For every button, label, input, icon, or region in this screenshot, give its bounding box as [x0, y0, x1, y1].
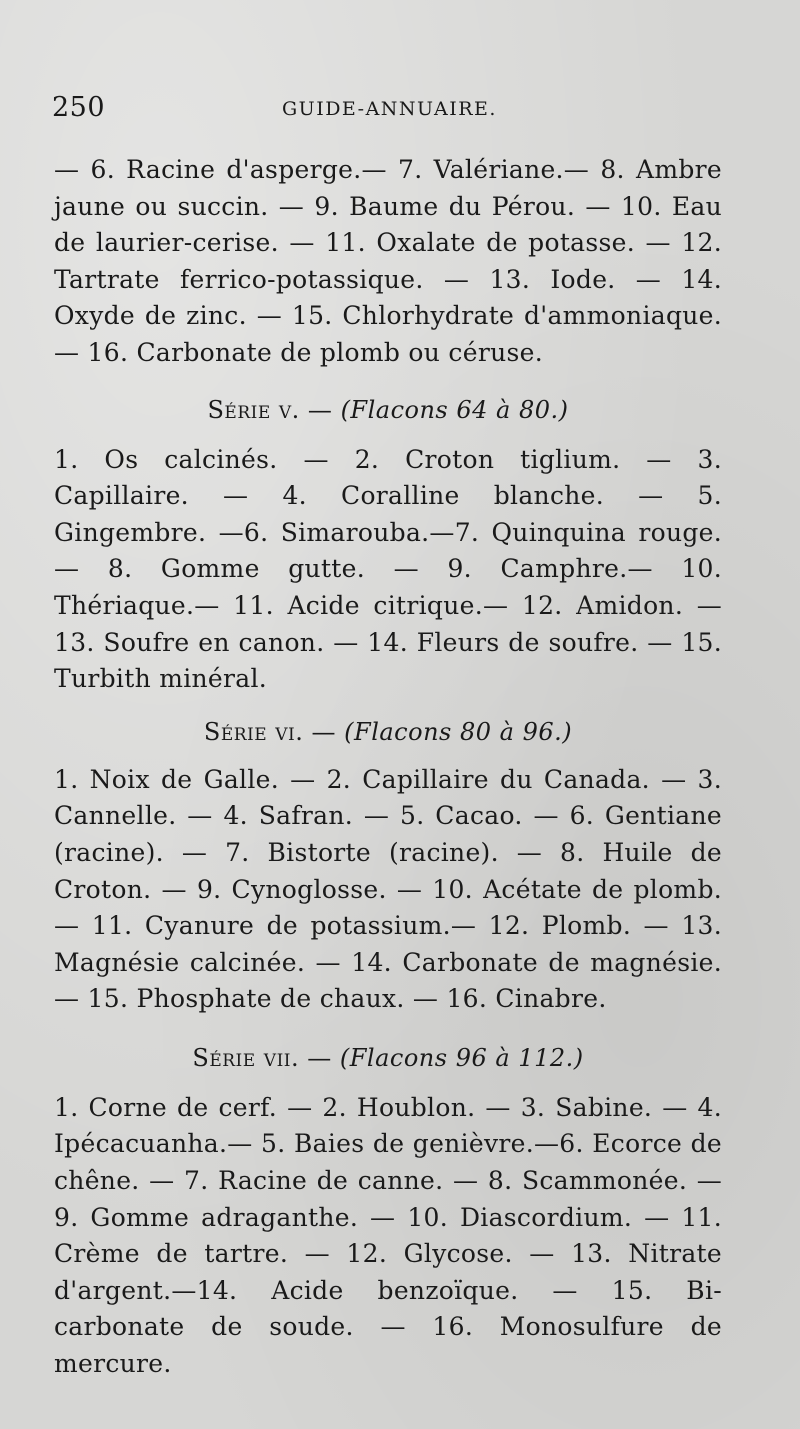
series-6-dash: —	[303, 717, 345, 746]
page-number: 250	[52, 92, 106, 123]
series-7-label: Série vii.	[192, 1043, 300, 1072]
page-header	[52, 92, 752, 132]
running-title: GUIDE-ANNUAIRE.	[282, 98, 497, 120]
intro-paragraph: — 6. Racine d'asperge.— 7. Valériane.— 8. Ambre jaune ou succin. — 9. Baume du Pérou. — 10. Eau de laurier-cerise. — 11. Oxalate de potasse. — 12. Tartrate ferrico-potassique. — 13. Iode. — 14. Oxyde de zinc. — 15. Chlorhydrate d'ammoniaque. — 16. Carbonate de plomb ou céruse.	[54, 155, 722, 367]
series-7-dash: —	[299, 1043, 340, 1072]
series-6-heading	[54, 714, 722, 750]
series-7-heading	[54, 1040, 722, 1076]
series-7-range: (Flacons 96 à 112.)	[339, 1043, 584, 1072]
series-6-paragraph: 1. Noix de Galle. — 2. Capillaire du Canada. — 3. Cannelle. — 4. Safran. — 5. Cacao. — 6. Gentiane (racine). — 7. Bistorte (racine). — 8. Huile de Croton. — 9. Cynoglosse. — 10. Acétate de plomb. — 11. Cyanure de potassium.— 12. Plomb. — 13. Magnésie calcinée. — 14. Carbonate de magnésie. — 15. Phosphate de chaux. — 16. Cinabre.	[54, 764, 722, 1014]
series-7-paragraph: 1. Corne de cerf. — 2. Houblon. — 3. Sabine. — 4. Ipécacuanha.— 5. Baies de genièvre.—6. Ecorce de chêne. — 7. Racine de canne. — 8. Scammonée. — 9. Gomme adraganthe. — 10. Diascordium. — 11. Crème de tartre. — 12. Glycose. — 13. Nitrate d'argent.—14. Acide benzoïque. — 15. Bi-carbonate de soude. — 16. Monosulfure de mercure.	[54, 1092, 722, 1379]
series-5-dash: —	[299, 395, 341, 424]
series-6-range: (Flacons 80 à 96.)	[344, 717, 573, 746]
series-6-label: Série vi.	[203, 717, 304, 746]
series-5-heading	[54, 392, 722, 428]
series-5-label: Série v.	[207, 395, 300, 424]
page-body	[54, 152, 722, 1383]
series-5-range: (Flacons 64 à 80.)	[340, 395, 569, 424]
series-5-paragraph: 1. Os calcinés. — 2. Croton tiglium. — 3. Capillaire. — 4. Coralline blanche. — 5. Gingembre. —6. Simarouba.—7. Quinquina rouge.— 8. Gomme gutte. — 9. Camphre.— 10. Thériaque.— 11. Acide citrique.— 12. Amidon. — 13. Soufre en canon. — 14. Fleurs de soufre. — 15. Turbith minéral.	[54, 444, 722, 694]
